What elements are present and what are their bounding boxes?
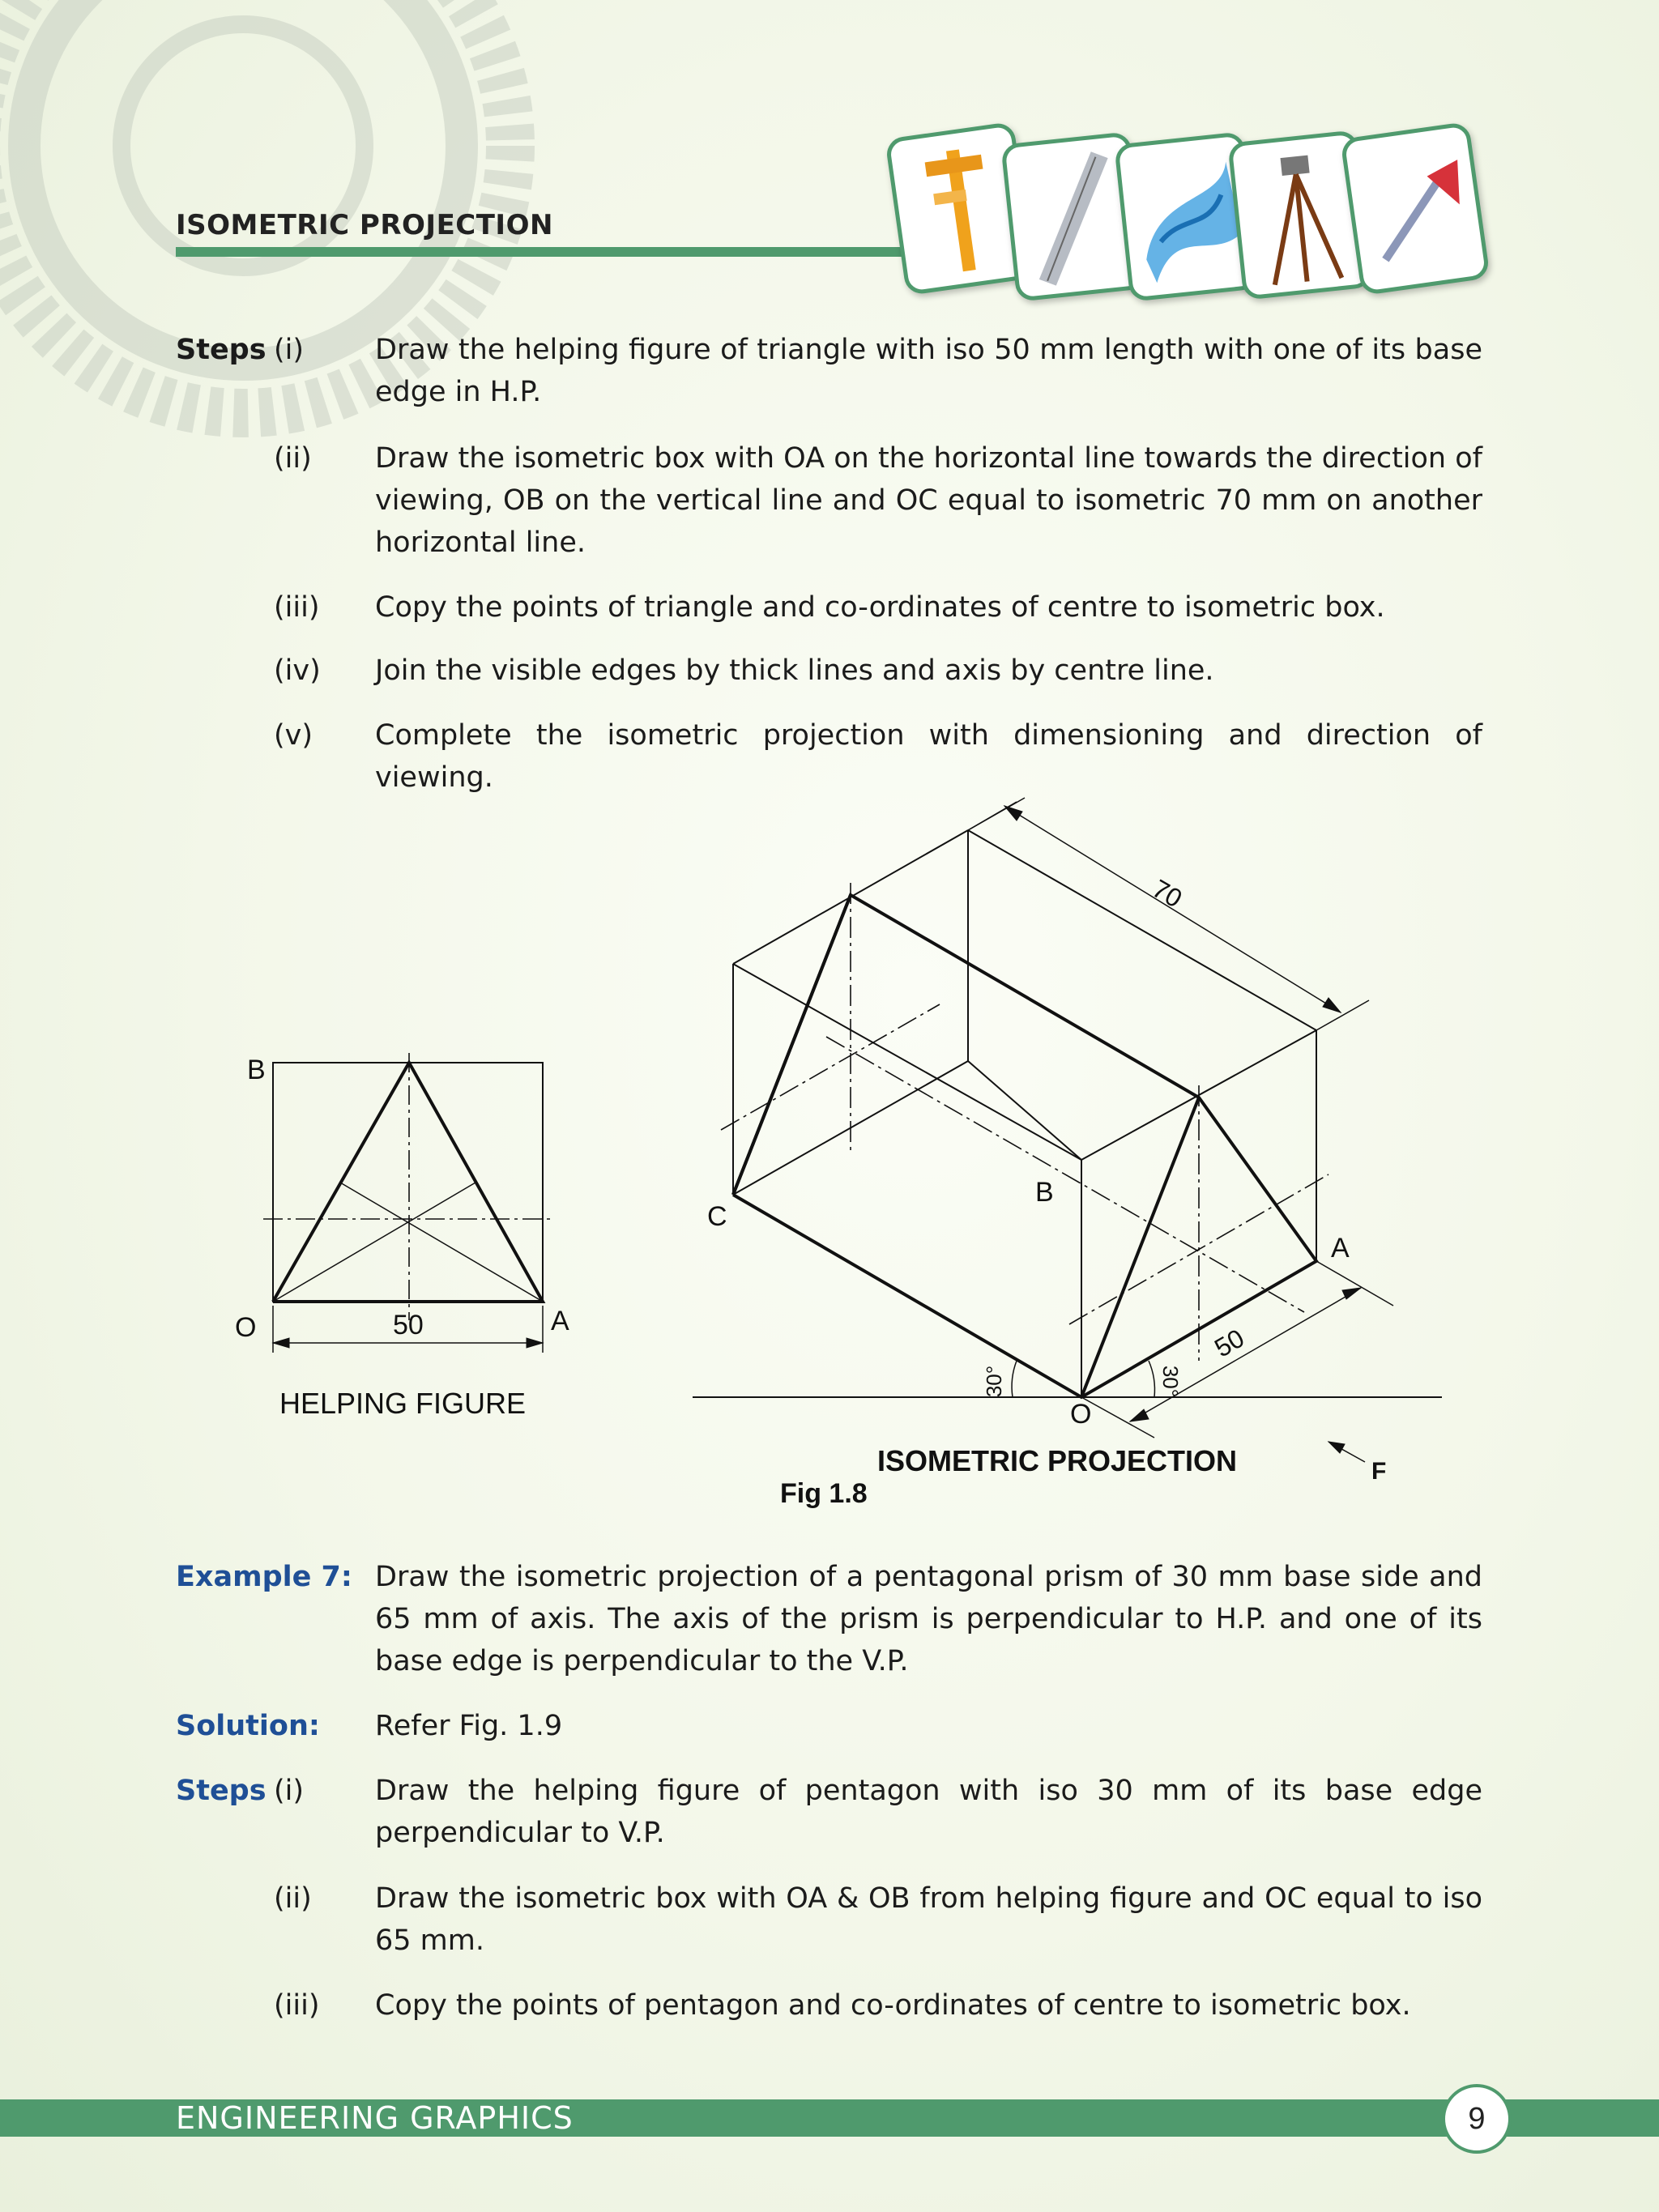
dimension-70: 70 xyxy=(1147,873,1188,914)
figure-number: Fig 1.8 xyxy=(780,1478,868,1509)
angle-30-left: 30° xyxy=(982,1365,1007,1398)
section-header-title: ISOMETRIC PROJECTION xyxy=(176,209,553,241)
page-number: 9 xyxy=(1442,2084,1512,2154)
step-number: (v) xyxy=(274,719,313,752)
step-number: (iv) xyxy=(274,654,321,687)
solution-text: Refer Fig. 1.9 xyxy=(375,1710,563,1742)
isometric-caption: ISOMETRIC PROJECTION xyxy=(877,1444,1238,1477)
isometric-prism xyxy=(693,798,1442,1462)
helping-figure-caption: HELPING FIGURE xyxy=(279,1387,527,1420)
dimension-50: 50 xyxy=(1209,1323,1249,1363)
helping-figure xyxy=(263,1053,555,1353)
step-text: Draw the isometric box with OA on the horizontal line towards the direction of viewing, OB on the vertical line and OC equal to isometric 70 mm on another horizontal line. xyxy=(375,442,1482,559)
example-text: Draw the isometric projection of a pentagonal prism of 30 mm base side and 65 mm of axis. The axis of the prism is perpendicular to H.P. and one of its base edge is perpendicular to the V.P. xyxy=(375,1561,1482,1677)
solution-label: Solution: xyxy=(176,1710,320,1742)
example-label: Example 7: xyxy=(176,1561,352,1593)
label-A-iso: A xyxy=(1331,1233,1350,1264)
footer-title: ENGINEERING GRAPHICS xyxy=(176,2100,574,2136)
step-text: Complete the isometric projection with dimensioning and direction of viewing. xyxy=(375,719,1482,794)
label-A-helping: A xyxy=(551,1306,569,1336)
step-text: Draw the helping figure of pentagon with iso 30 mm of its base edge perpendicular to V.P. xyxy=(375,1775,1482,1849)
angle-30-right: 30° xyxy=(1158,1365,1183,1398)
step-text: Copy the points of triangle and co-ordinates of centre to isometric box. xyxy=(375,591,1385,624)
steps-label: Steps xyxy=(176,1775,267,1807)
step-number: (ii) xyxy=(274,442,312,475)
label-O-helping: O xyxy=(235,1312,257,1343)
helping-dimension: 50 xyxy=(393,1310,424,1340)
label-B-helping: B xyxy=(247,1055,266,1085)
steps-label: Steps xyxy=(176,334,267,366)
step-text: Draw the isometric box with OA & OB from helping figure and OC equal to iso 65 mm. xyxy=(375,1882,1482,1957)
step-number: (ii) xyxy=(274,1882,312,1915)
step-text: Copy the points of pentagon and co-ordinates of centre to isometric box. xyxy=(375,1989,1411,2022)
step-text: Join the visible edges by thick lines and axis by centre line. xyxy=(375,654,1214,687)
label-C-iso: C xyxy=(707,1201,727,1232)
label-O-iso: O xyxy=(1070,1399,1092,1430)
step-number: (i) xyxy=(274,334,305,366)
step-number: (i) xyxy=(274,1775,305,1807)
step-number: (iii) xyxy=(274,1989,320,2022)
label-F-viewing-direction: F xyxy=(1371,1458,1387,1485)
label-B-iso: B xyxy=(1035,1177,1054,1208)
step-number: (iii) xyxy=(274,591,320,624)
step-text: Draw the helping figure of triangle with iso 50 mm length with one of its base edge in H.P. xyxy=(375,334,1482,408)
